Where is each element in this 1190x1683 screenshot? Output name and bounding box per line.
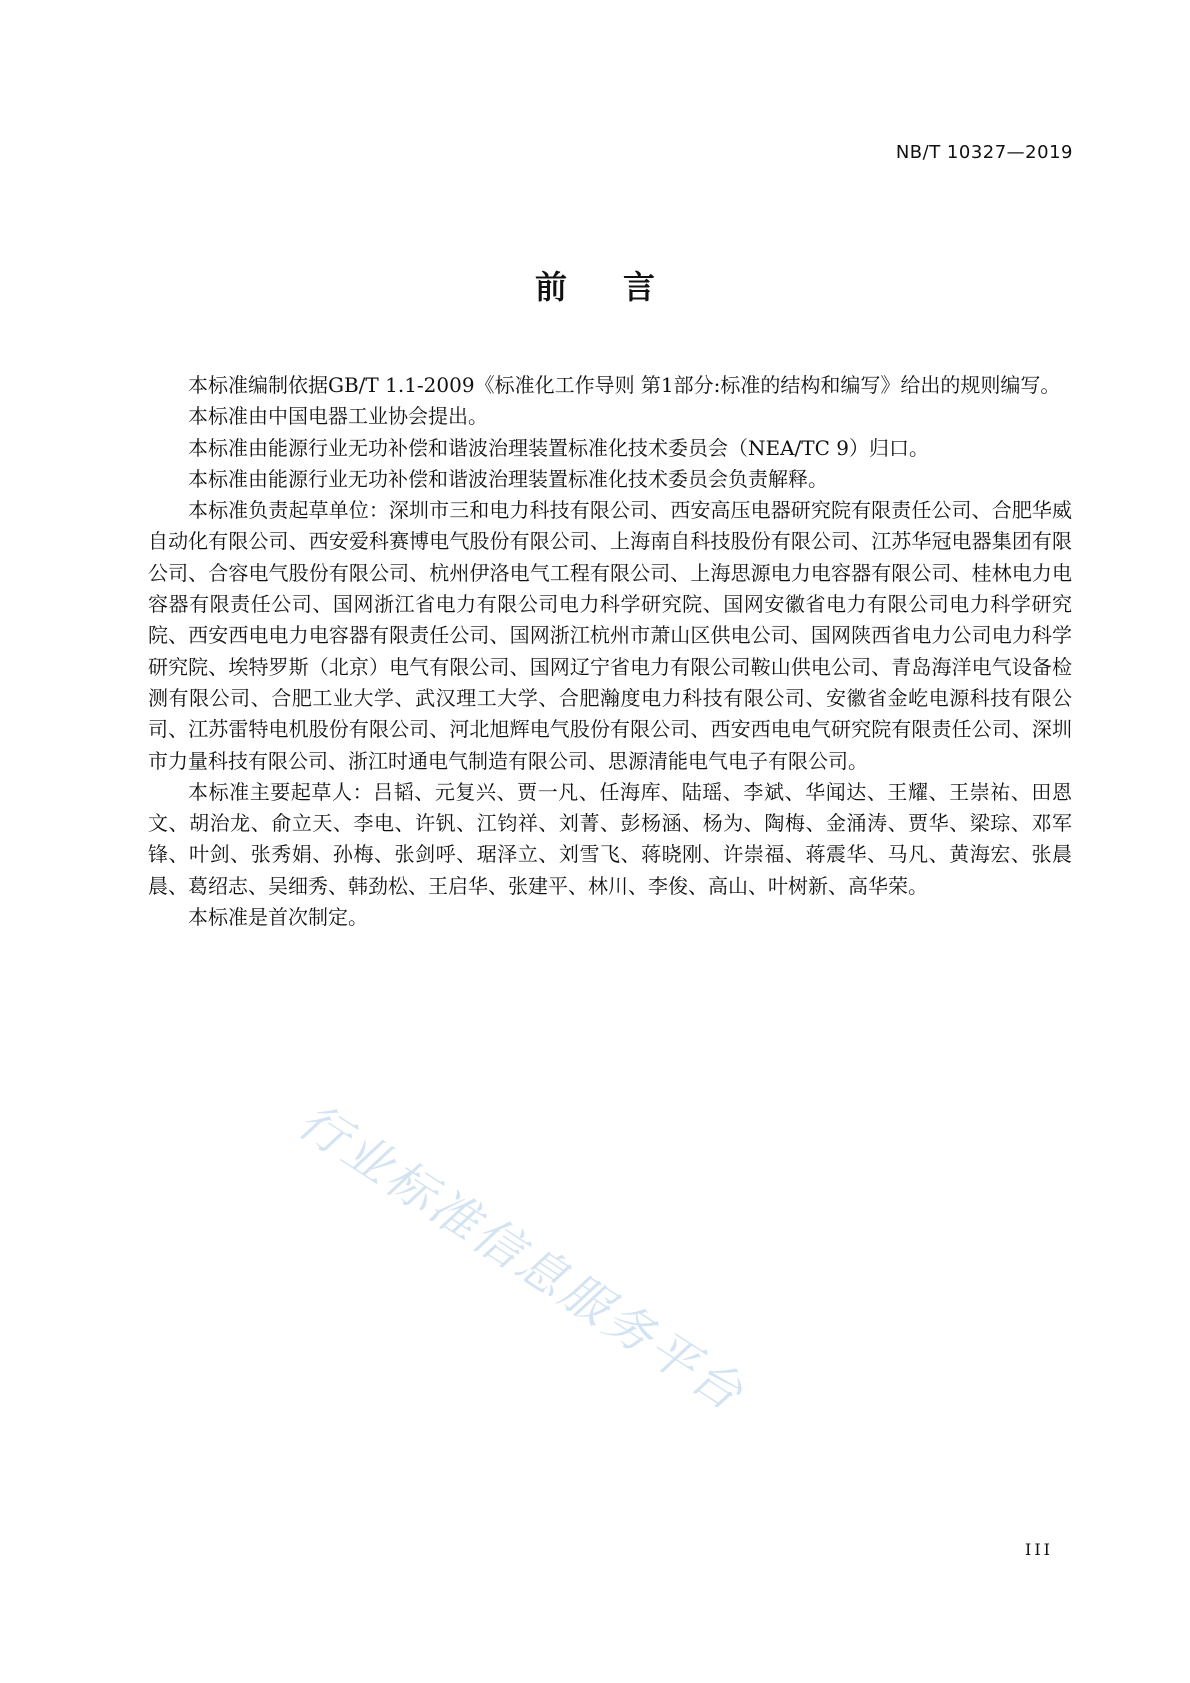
paragraph-drafters: 本标准主要起草人：吕韬、元复兴、贾一凡、任海库、陆瑶、李斌、华闻达、王耀、王崇祐、田恩文、胡治龙、俞立天、李电、许钒、江钧祥、刘菁、彭杨涵、杨为、陶梅、金涌涛、贾华、梁琮、邓军锋、叶剑、张秀娟、孙梅、张剑呼、琚泽立、刘雪飞、蒋晓刚、许崇福、蒋震华、马凡、黄海宏、张晨晨、葛绍志、吴细秀、韩劲松、王启华、张建平、林川、李俊、高山、叶树新、高华荣。 — [148, 779, 1072, 898]
paragraph-drafting-basis: 本标准编制依据GB/T 1.1-2009《标准化工作导则 第1部分:标准的结构和编写》给出的规则编写。 — [188, 373, 1061, 397]
watermark: 行业标准信息服务平台 — [288, 1092, 755, 1423]
page-number: III — [1025, 1540, 1053, 1559]
foreword-body — [148, 370, 1072, 933]
paragraph-proposed-by: 本标准由中国电器工业协会提出。 — [188, 404, 488, 429]
paragraph-first-edition: 本标准是首次制定。 — [188, 905, 368, 930]
paragraph-drafting-units: 本标准负责起草单位：深圳市三和电力科技有限公司、西安高压电器研究院有限责任公司、合肥华威自动化有限公司、西安爱科赛博电气股份有限公司、上海南自科技股份有限公司、江苏华冠电器集团有限公司、合容电气股份有限公司、杭州伊洛电气工程有限公司、上海思源电力电容器有限公司、桂林电力电容器有限责任公司、国网浙江省电力有限公司电力科学研究院、国网安徽省电力有限公司电力科学研究院、西安西电电力电容器有限责任公司、国网浙江杭州市萧山区供电公司、国网陕西省电力公司电力科学研究院、埃特罗斯（北京）电气有限公司、国网辽宁省电力有限公司鞍山供电公司、青岛海洋电气设备检测有限公司、合肥工业大学、武汉理工大学、合肥瀚度电力科技有限公司、安徽省金屹电源科技有限公司、江苏雷特电机股份有限公司、河北旭辉电气股份有限公司、西安西电电气研究院有限责任公司、深圳市力量科技有限公司、浙江时通电气制造有限公司、思源清能电气电子有限公司。 — [148, 498, 1072, 773]
standard-number: NB/T 10327—2019 — [895, 142, 1073, 163]
paragraph-interpreted-by: 本标准由能源行业无功补偿和谐波治理装置标准化技术委员会负责解释。 — [188, 466, 828, 491]
page-title: 前言 — [534, 268, 711, 306]
paragraph-centralized-by: 本标准由能源行业无功补偿和谐波治理装置标准化技术委员会（NEA/TC 9）归口。 — [188, 435, 930, 460]
